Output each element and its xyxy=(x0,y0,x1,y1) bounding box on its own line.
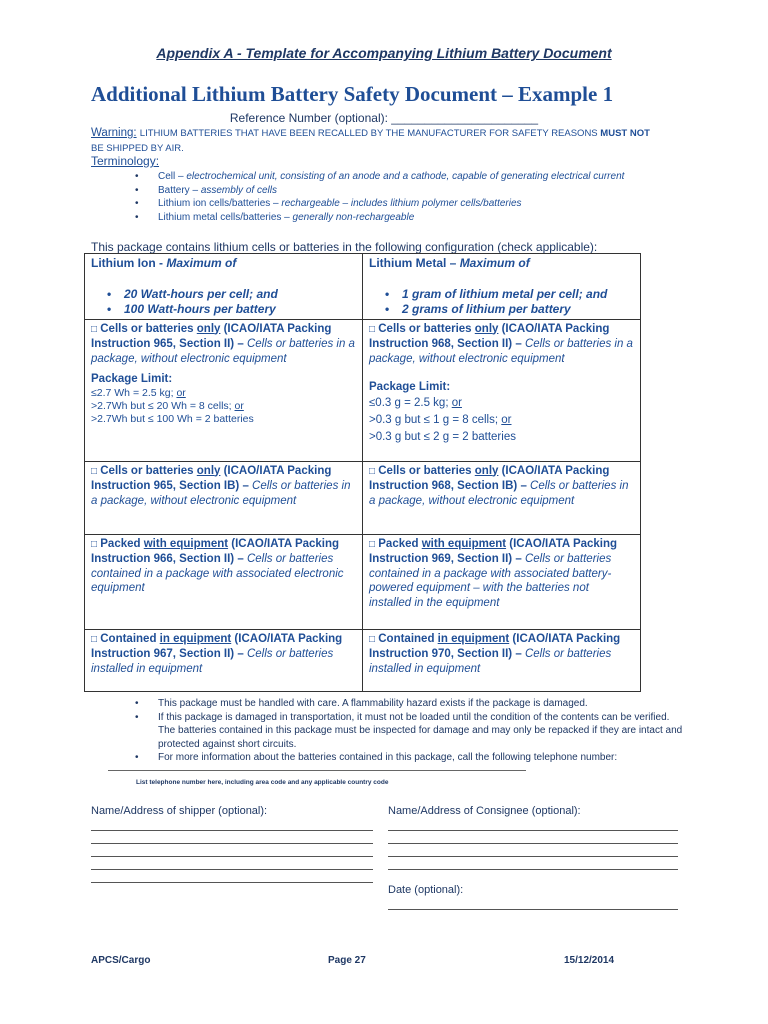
table-row xyxy=(85,461,641,534)
table-header-row xyxy=(85,254,641,320)
option-pi969-section-ii[interactable]: □ Packed with equipment (ICAO/IATA Packing Instruction 969, Section II) – Cells or batteries contained in a package with associated battery-powered equipment – with the batteries not installed in the equipment xyxy=(363,534,641,629)
list-item: • 20 Watt-hours per cell; and xyxy=(91,287,356,302)
terminology-list xyxy=(133,170,663,224)
consignee-line[interactable] xyxy=(388,843,678,844)
shipper-line[interactable] xyxy=(91,830,373,831)
list-item: • Lithium metal cells/batteries – generally non-rechargeable xyxy=(133,211,663,225)
checkbox[interactable]: □ xyxy=(369,538,376,550)
reference-number: Reference Number (optional): ______________________ xyxy=(229,111,539,125)
list-item: • 1 gram of lithium metal per cell; and xyxy=(369,287,634,302)
list-item: • 100 Watt-hours per battery xyxy=(91,302,356,317)
list-item: • Battery – assembly of cells xyxy=(133,184,663,198)
option-pi966-section-ii[interactable]: □ Packed with equipment (ICAO/IATA Packing Instruction 966, Section II) – Cells or batteries contained in a package with associated electronic equipment xyxy=(85,534,363,629)
list-item: • If this package is damaged in transportation, it must not be loaded until the condition of the contents can be verified. The batteries contained in this package must be inspected for damage and may only be repacked if they are intact and protected against short circuits. xyxy=(133,711,683,752)
consignee-line[interactable] xyxy=(388,869,678,870)
terminology-heading: Terminology: xyxy=(91,154,160,168)
option-pi965-section-ib[interactable]: □ Cells or batteries only (ICAO/IATA Packing Instruction 965, Section IB) – Cells or batteries in a package, without electronic equipment xyxy=(85,461,363,534)
date-line[interactable] xyxy=(388,909,678,910)
lithium-ion-header: Lithium Ion - Maximum of • 20 Watt-hours per cell; and • 100 Watt-hours per battery xyxy=(85,254,363,320)
shipper-line[interactable] xyxy=(91,882,373,883)
warning-notice xyxy=(91,126,651,156)
handling-notes xyxy=(133,697,683,765)
list-item: • Cell – electrochemical unit, consisting of an anode and a cathode, capable of generating electrical current xyxy=(133,170,663,184)
checkbox[interactable]: □ xyxy=(91,323,98,335)
checkbox[interactable]: □ xyxy=(91,465,98,477)
document-title: Additional Lithium Battery Safety Document – Example 1 xyxy=(91,82,614,106)
appendix-title: Appendix A - Template for Accompanying Lithium Battery Document xyxy=(156,45,612,61)
date-label: Date (optional): xyxy=(388,884,464,896)
consignee-label: Name/Address of Consignee (optional): xyxy=(388,805,581,817)
lithium-metal-header: Lithium Metal – Maximum of • 1 gram of lithium metal per cell; and • 2 grams of lithium per battery xyxy=(363,254,641,320)
table-row xyxy=(85,319,641,461)
warning-text: LITHIUM BATTERIES THAT HAVE BEEN RECALLED BY THE MANUFACTURER FOR SAFETY REASONS xyxy=(139,128,601,139)
list-item: • This package must be handled with care. A flammability hazard exists if the package is damaged. xyxy=(133,697,683,711)
footer-date: 15/12/2014 xyxy=(564,955,615,966)
telephone-input-line[interactable] xyxy=(108,770,526,771)
consignee-line[interactable] xyxy=(388,830,678,831)
checkbox[interactable]: □ xyxy=(369,633,376,645)
consignee-line[interactable] xyxy=(388,856,678,857)
list-item: • Lithium ion cells/batteries – rechargeable – includes lithium polymer cells/batteries xyxy=(133,197,663,211)
option-pi968-section-ii[interactable]: □ Cells or batteries only (ICAO/IATA Packing Instruction 968, Section II) – Cells or batteries in a package, without electronic equipment Package Limit: ≤0.3 g = 2.5 kg; or >0.3 g but ≤ 1 g = 8 cells; or >0.3 g but ≤ 2 g = 2 batteries xyxy=(363,319,641,461)
table-row xyxy=(85,534,641,629)
shipper-line[interactable] xyxy=(91,843,373,844)
configuration-table xyxy=(84,253,641,692)
checkbox[interactable]: □ xyxy=(369,323,376,335)
footer-page-number: Page 27 xyxy=(328,955,366,966)
shipper-line[interactable] xyxy=(91,856,373,857)
option-pi970-section-ii[interactable]: □ Contained in equipment (ICAO/IATA Packing Instruction 970, Section II) – Cells or batteries installed in equipment xyxy=(363,629,641,691)
warning-text-end: BE SHIPPED BY AIR. xyxy=(91,143,184,154)
telephone-label: List telephone number here, including area code and any applicable country code xyxy=(136,779,389,786)
warning-label: Warning: xyxy=(91,127,137,139)
checkbox[interactable]: □ xyxy=(91,633,98,645)
shipper-label: Name/Address of shipper (optional): xyxy=(91,805,268,817)
option-pi967-section-ii[interactable]: □ Contained in equipment (ICAO/IATA Packing Instruction 967, Section II) – Cells or batteries installed in equipment xyxy=(85,629,363,691)
checkbox[interactable]: □ xyxy=(91,538,98,550)
shipper-line[interactable] xyxy=(91,869,373,870)
warning-must-not: MUST NOT xyxy=(600,128,650,139)
footer-left: APCS/Cargo xyxy=(91,955,151,966)
configuration-instruction: This package contains lithium cells or batteries in the following configuration (check applicable): xyxy=(91,240,598,254)
list-item: • 2 grams of lithium per battery xyxy=(369,302,634,317)
option-pi968-section-ib[interactable]: □ Cells or batteries only (ICAO/IATA Packing Instruction 968, Section IB) – Cells or batteries in a package, without electronic equipment xyxy=(363,461,641,534)
list-item: • For more information about the batteries contained in this package, call the following telephone number: xyxy=(133,751,683,765)
table-row xyxy=(85,629,641,691)
checkbox[interactable]: □ xyxy=(369,465,376,477)
option-pi965-section-ii[interactable]: □ Cells or batteries only (ICAO/IATA Packing Instruction 965, Section II) – Cells or batteries in a package, without electronic equipment Package Limit: ≤2.7 Wh = 2.5 kg; or >2.7Wh but ≤ 20 Wh = 8 cells; or >2.7Wh but ≤ 100 Wh = 2 batteries xyxy=(85,319,363,461)
